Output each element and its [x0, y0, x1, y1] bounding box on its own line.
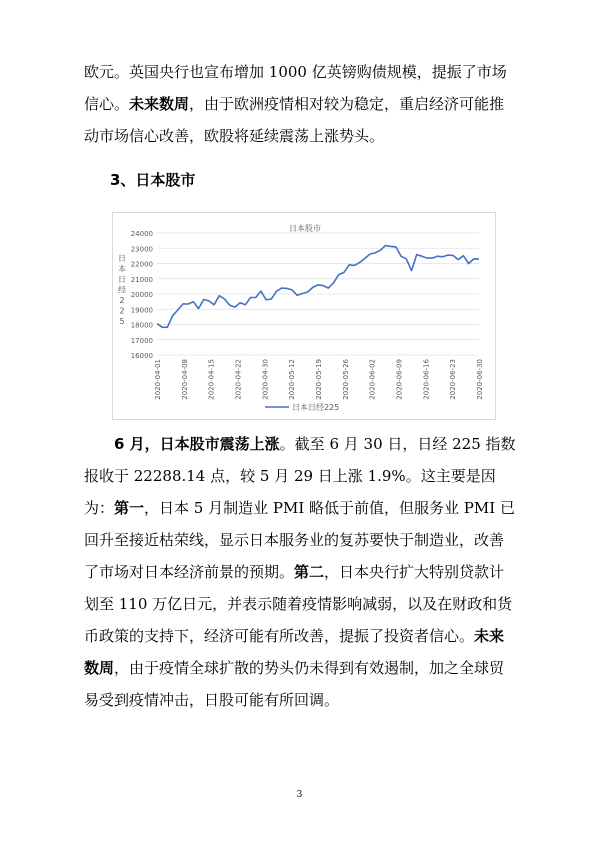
y-axis-label-char: 本 — [118, 264, 126, 274]
first-bold: 第一 — [114, 499, 145, 517]
y-axis-label — [118, 254, 126, 326]
x-tick-label: 2020-04-22 — [234, 359, 243, 400]
chart-svg — [113, 213, 497, 421]
y-tick-label: 22000 — [130, 260, 153, 269]
legend-label: 日本日经225 — [292, 403, 340, 412]
y-axis-label-char: 5 — [119, 317, 125, 326]
y-tick-label: 17000 — [130, 336, 153, 345]
intro-line-1: 欧元。英国央行也宣布增加 1000 亿英镑购债规模，提振了市场信心。 — [84, 63, 507, 113]
para-text-3: ，日本央行扩大特别贷款计划至 110 万亿日元，并表示随着疫情影响减弱，以及在财政和货币政策的支持下，经济可能有所改善，提振了投资者信心。 — [84, 563, 513, 645]
x-tick-label: 2020-05-19 — [315, 359, 323, 400]
para-text-4: ，由于疫情全球扩散的势头仍未得到有效遏制，加之全球贸易受到疫情冲击，日股可能有所回调。 — [84, 659, 505, 709]
body-paragraph — [84, 428, 518, 716]
second-bold: 第二 — [294, 563, 325, 581]
y-axis-label-char: 2 — [119, 296, 125, 305]
grid-layer — [157, 233, 479, 355]
y-tick-label: 16000 — [130, 352, 153, 360]
y-tick-label: 24000 — [130, 230, 153, 238]
para-text-1: 。截至 6 月 30 日，日经 225 指数报收于 22288.14 点，较 5 月 29 日上涨 1.9%。这主要是因为： — [84, 435, 516, 517]
y-axis-label-char: 日 — [118, 275, 126, 284]
y-axis-label-char: 日 — [118, 254, 126, 263]
y-tick-label: 19000 — [130, 306, 153, 315]
x-tick-label: 2020-06-30 — [476, 359, 484, 400]
x-tick-label: 2020-04-30 — [261, 359, 270, 400]
y-tick-label: 23000 — [130, 245, 153, 254]
series-line-nikkei225 — [157, 246, 479, 328]
y-tick-label: 20000 — [130, 291, 153, 299]
x-tick-label: 2020-06-16 — [422, 359, 431, 400]
y-axis-label-char: 经 — [118, 285, 126, 295]
x-tick-label: 2020-04-01 — [154, 359, 162, 400]
y-tick-label: 21000 — [130, 275, 153, 284]
nikkei-chart — [112, 212, 496, 420]
intro-lead-bold: 未来数周 — [129, 95, 190, 113]
y-tick-label: 18000 — [130, 321, 153, 330]
x-tick-label: 2020-06-09 — [395, 359, 404, 400]
chart-title: 日本股市 — [289, 224, 321, 233]
x-tick-label: 2020-05-26 — [341, 359, 350, 400]
intro-rest: ，由于欧洲疫情相对较为稳定，重启经济可能推动市场信心改善，欧股将延续震荡上涨势头。 — [84, 95, 505, 145]
x-tick-label: 2020-05-12 — [288, 359, 297, 400]
section-heading: 3、日本股市 — [110, 171, 196, 189]
x-tick-label: 2020-04-15 — [207, 359, 216, 400]
para-lead-bold: 6 月，日本股市震荡上涨 — [114, 435, 280, 453]
x-tick-label: 2020-04-08 — [180, 359, 189, 400]
future-bold: 未来数周 — [84, 627, 505, 677]
x-tick-labels — [154, 358, 484, 399]
page-number: 3 — [296, 790, 303, 800]
x-tick-label: 2020-06-02 — [368, 359, 377, 400]
y-tick-labels — [131, 230, 153, 360]
para-text-2: ，日本 5 月制造业 PMI 略低于前值，但服务业 PMI 已回升至接近枯荣线，显示日本服务业的复苏要快于制造业，改善了市场对日本经济前景的预期。 — [84, 499, 515, 581]
intro-paragraph — [84, 56, 518, 152]
y-axis-label-char: 2 — [119, 306, 125, 316]
x-tick-label: 2020-06-23 — [449, 359, 458, 400]
